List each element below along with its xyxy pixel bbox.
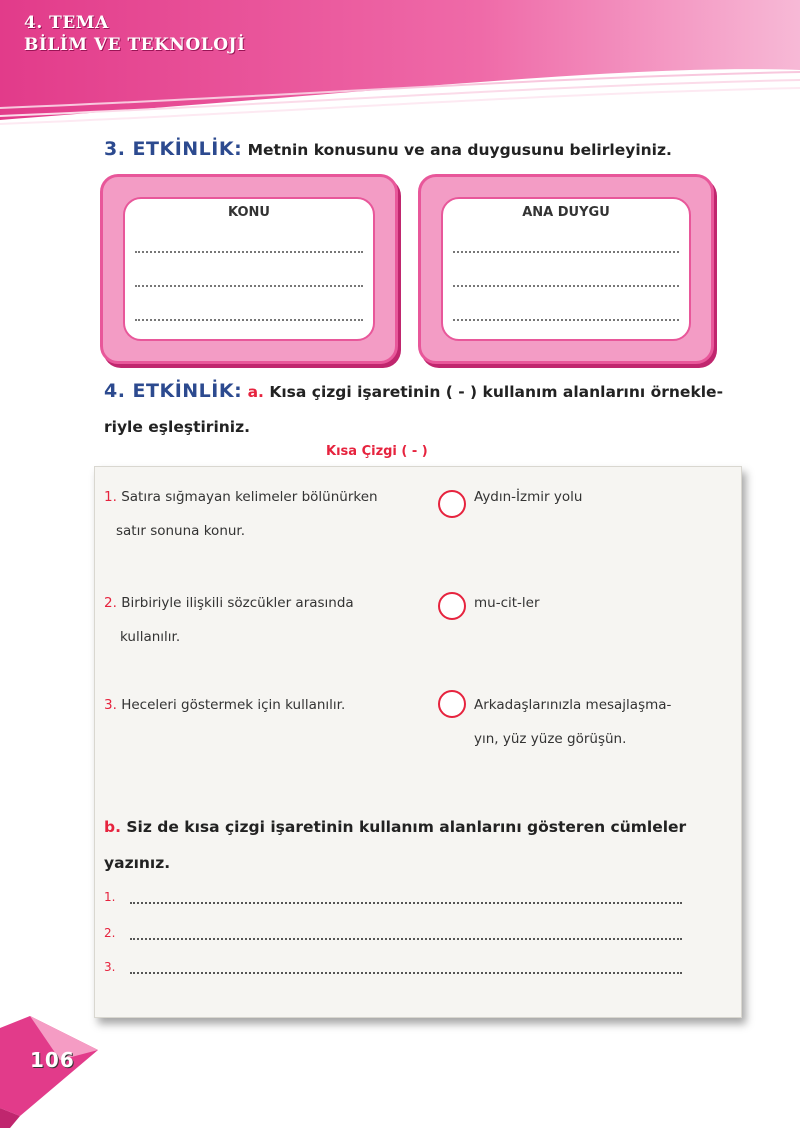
activity-3-number: 3. ETKİNLİK: [104,138,243,160]
theme-name: BİLİM VE TEKNOLOJİ [24,35,246,55]
activity-4-instruction-line1: Kısa çizgi işaretinin ( - ) kullanım alanlarını örnekle- [269,383,724,401]
example-text: Arkadaşlarınızla mesajlaşma- [474,697,672,713]
write-line-number: 1. [104,890,116,904]
theme-number: 4. TEMA [24,13,109,33]
konu-inner [123,197,375,341]
ana-duygu-inner [441,197,691,341]
ana-duygu-title: ANA DUYGU [522,205,610,220]
konu-write-line[interactable] [135,251,363,253]
page-corner-decoration [0,1016,110,1128]
activity-3-heading [104,138,672,160]
example-text: Aydın-İzmir yolu [474,489,583,505]
answer-circle[interactable] [438,592,466,620]
write-line-number: 2. [104,926,116,940]
page-number: 106 [30,1048,75,1072]
item-text: Heceleri göstermek için kullanılır. [121,697,346,713]
panel-title: Kısa Çizgi ( - ) [326,444,428,459]
write-line[interactable] [130,972,682,974]
write-line[interactable] [130,902,682,904]
activity-4-part-a: a. [247,383,264,401]
example-text-cont: yın, yüz yüze görüşün. [474,731,627,747]
item-number: 1. [104,489,117,505]
item-text-cont: kullanılır. [120,629,181,645]
part-b-instruction: Siz de kısa çizgi işaretinin kullanım alanlarını gösteren cümleler [126,818,687,836]
konu-box [100,174,398,364]
part-b-label: b. [104,818,121,836]
part-b-instruction-line2: yazınız. [104,854,171,872]
answer-circle[interactable] [438,490,466,518]
example-text: mu-cit-ler [474,595,540,611]
theme-title [24,12,246,56]
item-text: Birbiriyle ilişkili sözcükler arasında [121,595,354,611]
item-text-cont: satır sonuna konur. [116,523,246,539]
konu-write-line[interactable] [135,319,363,321]
item-number: 2. [104,595,117,611]
write-line[interactable] [130,938,682,940]
activity-4-number: 4. ETKİNLİK: [104,380,243,402]
activity-4-heading [104,380,723,402]
list-item [104,586,354,654]
example-item [474,480,582,514]
konu-title: KONU [228,205,270,220]
ana-duygu-write-line[interactable] [453,319,679,321]
example-item [474,586,540,620]
example-item [474,688,671,756]
ana-duygu-write-line[interactable] [453,251,679,253]
list-item [104,688,345,722]
activity-4-instruction-line2: riyle eşleştiriniz. [104,418,251,436]
ana-duygu-box [418,174,714,364]
part-b-heading [104,818,686,836]
item-number: 3. [104,697,117,713]
item-text: Satıra sığmayan kelimeler bölünürken [121,489,378,505]
write-line-number: 3. [104,960,116,974]
answer-circle[interactable] [438,690,466,718]
ana-duygu-write-line[interactable] [453,285,679,287]
activity-3-instruction: Metnin konusunu ve ana duygusunu belirleyiniz. [247,141,672,159]
konu-write-line[interactable] [135,285,363,287]
list-item [104,480,378,548]
